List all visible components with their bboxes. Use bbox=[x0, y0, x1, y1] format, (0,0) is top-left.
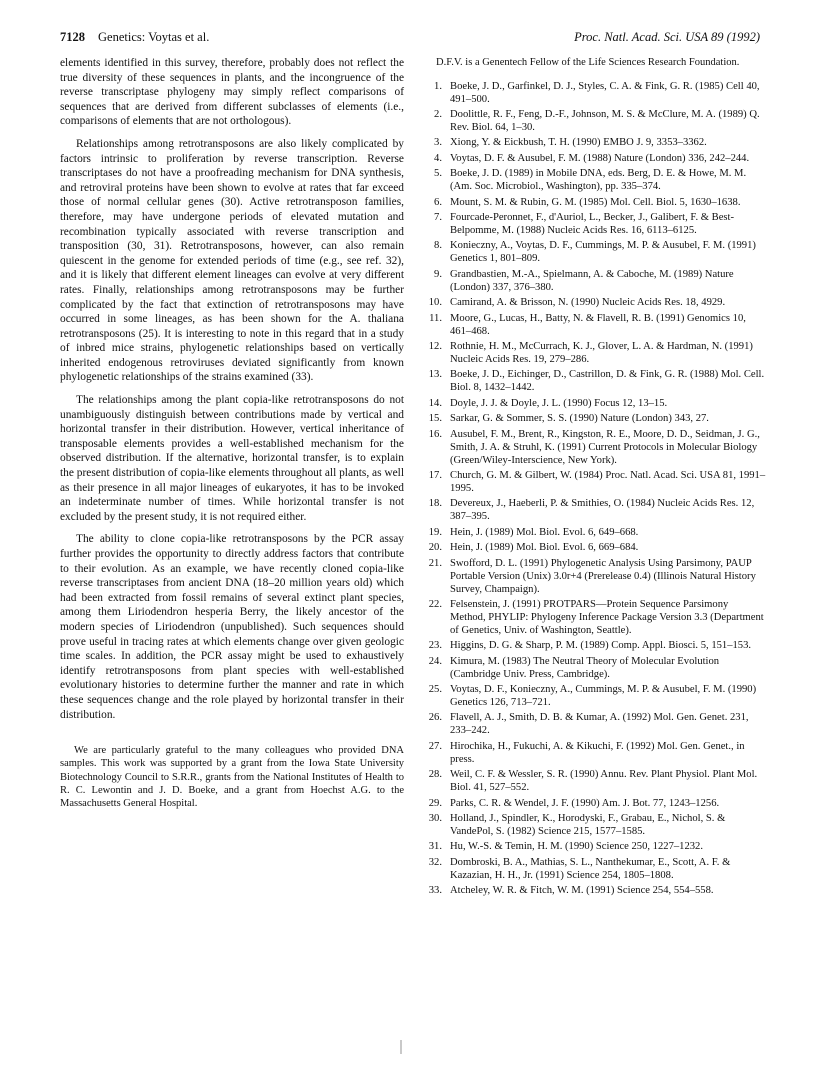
reference-number: 9. bbox=[434, 268, 442, 280]
reference-text: Swofford, D. L. (1991) Phylogenetic Analysis Using Parsimony, PAUP Portable Version (Unix) 3.0r+4 (Prerelease 0.4) (Illinois Natural History Survey, Champaign). bbox=[450, 557, 756, 595]
reference-item bbox=[422, 884, 766, 897]
body-paragraph: The ability to clone copia-like retrotransposons by the PCR assay further provides the opportunity to directly address factors that contribute to their evolution. As an example, we have recently cloned copia-like reverse transcriptases from ancient DNA (18–20 million years old) which had been extracted from fossil remains of several extinct plant species, among them Liriodendron hesperia Berry, the likely ancestor of the modern species of Liriodendron (unpublished). Such sequences should prove useful in tracing rates at which elements change over given geologic time scales. In addition, the PCR assay might be used to exhaustively identify retrotransposons from plant species with well-established evolutionary histories to determine further the manner and rate in which these sequences change and the role played by horizontal transfer in their distribution. bbox=[60, 533, 404, 721]
reference-number: 33. bbox=[428, 885, 442, 897]
reference-item bbox=[422, 683, 766, 709]
reference-number: 14. bbox=[428, 397, 442, 409]
reference-item bbox=[422, 152, 766, 165]
reference-number: 16. bbox=[428, 428, 442, 440]
body-paragraph: Relationships among retrotransposons are also likely complicated by factors intrinsic to proliferation by reverse transcription. Reverse transcriptases do not have a proofreading mechanism for DNA synthesis, and retroviral proteins have been shown to evolve at rates that far exceed those of normal cellular genes (30). Active retrotransposon families, therefore, may have undergone periods of elevated mutation and recombination typically associated with reverse transcription and transposition (30, 31). Retrotransposons, however, can also remain quiescent in the genome for extended periods of time (e.g., see ref. 32), and it is likely that different element lineages can evolve at very different rates. Finally, relationships among retrotransposons may be further complicated by the fact that extinction of retrotransposons may have occurred in some lineages, as has been shown for the A. thaliana retrotransposons (25). It is interesting to note in this regard that in a study of inbred mice strains, phylogenetic relationships based on vertically inherited endogenous retroviruses deviated significantly from known phylogenetic relationships of the strains examined (33). bbox=[60, 137, 404, 384]
reference-text: Doolittle, R. F., Feng, D.-F., Johnson, M. S. & McClure, M. A. (1989) Q. Rev. Biol. 64, 1–30. bbox=[450, 109, 760, 134]
reference-item bbox=[422, 296, 766, 309]
reference-number: 3. bbox=[434, 137, 442, 149]
reference-text: Sarkar, G. & Sommer, S. S. (1990) Nature (London) 343, 27. bbox=[450, 413, 709, 425]
reference-number: 26. bbox=[428, 712, 442, 724]
reference-text: Fourcade-Peronnet, F., d'Auriol, L., Becker, J., Galibert, F. & Best-Belpomme, M. (1988) Nucleic Acids Res. 16, 6113–6125. bbox=[450, 212, 734, 237]
left-column bbox=[60, 56, 404, 821]
reference-item bbox=[422, 412, 766, 425]
acknowledgment: We are particularly grateful to the many colleagues who provided DNA samples. This work was supported by a grant from the Iowa State University Biotechnology Council to S.R.R., grants from the National Institutes of Health to R. C. Lewontin and J. D. Boeke, and a grant from Hoechst A.G. to the Massachusetts General Hospital. bbox=[60, 745, 404, 809]
reference-item bbox=[422, 312, 766, 338]
reference-text: Xiong, Y. & Eickbush, T. H. (1990) EMBO J. 9, 3353–3362. bbox=[450, 137, 707, 149]
reference-item bbox=[422, 340, 766, 366]
reference-number: 32. bbox=[428, 856, 442, 868]
reference-text: Grandbastien, M.-A., Spielmann, A. & Caboche, M. (1989) Nature (London) 337, 376–380. bbox=[450, 268, 734, 293]
reference-number: 13. bbox=[428, 369, 442, 381]
reference-number: 21. bbox=[428, 557, 442, 569]
reference-number: 18. bbox=[428, 498, 442, 510]
reference-text: Hirochika, H., Fukuchi, A. & Kikuchi, F. (1992) Mol. Gen. Genet., in press. bbox=[450, 740, 745, 765]
reference-text: Moore, G., Lucas, H., Batty, N. & Flavell, R. B. (1991) Genomics 10, 461–468. bbox=[450, 312, 746, 337]
reference-item bbox=[422, 239, 766, 265]
reference-item bbox=[422, 196, 766, 209]
reference-text: Higgins, D. G. & Sharp, P. M. (1989) Comp. Appl. Biosci. 5, 151–153. bbox=[450, 640, 752, 652]
reference-text: Boeke, J. D., Garfinkel, D. J., Styles, C. A. & Fink, G. R. (1985) Cell 40, 491–500. bbox=[450, 80, 760, 105]
reference-item bbox=[422, 167, 766, 193]
reference-number: 31. bbox=[428, 841, 442, 853]
reference-item bbox=[422, 397, 766, 410]
reference-text: Doyle, J. J. & Doyle, J. L. (1990) Focus 12, 13–15. bbox=[450, 397, 668, 409]
reference-text: Hein, J. (1989) Mol. Biol. Evol. 6, 669–684. bbox=[450, 542, 639, 554]
reference-text: Boeke, J. D., Eichinger, D., Castrillon, D. & Fink, G. R. (1988) Mol. Cell. Biol. 8, 1432–1442. bbox=[450, 369, 765, 394]
reference-number: 22. bbox=[428, 598, 442, 610]
reference-text: Camirand, A. & Brisson, N. (1990) Nucleic Acids Res. 18, 4929. bbox=[450, 297, 726, 309]
reference-text: Parks, C. R. & Wendel, J. F. (1990) Am. J. Bot. 77, 1243–1256. bbox=[450, 797, 720, 809]
reference-text: Holland, J., Spindler, K., Horodyski, F., Grabau, E., Nichol, S. & VandePol, S. (1982) Science 215, 1577–1585. bbox=[450, 813, 726, 838]
reference-number: 8. bbox=[434, 240, 442, 252]
reference-item bbox=[422, 526, 766, 539]
reference-item bbox=[422, 497, 766, 523]
page-header bbox=[60, 30, 760, 46]
reference-text: Atcheley, W. R. & Fitch, W. M. (1991) Science 254, 554–558. bbox=[450, 885, 714, 897]
reference-number: 30. bbox=[428, 813, 442, 825]
reference-number: 11. bbox=[429, 312, 442, 324]
reference-number: 29. bbox=[428, 797, 442, 809]
reference-number: 10. bbox=[428, 297, 442, 309]
reference-number: 25. bbox=[428, 684, 442, 696]
reference-text: Mount, S. M. & Rubin, G. M. (1985) Mol. Cell. Biol. 5, 1630–1638. bbox=[450, 196, 741, 208]
reference-item bbox=[422, 740, 766, 766]
reference-item bbox=[422, 655, 766, 681]
reference-item bbox=[422, 598, 766, 637]
reference-item bbox=[422, 557, 766, 596]
reference-item bbox=[422, 268, 766, 294]
reference-item bbox=[422, 639, 766, 652]
reference-text: Weil, C. F. & Wessler, S. R. (1990) Annu. Rev. Plant Physiol. Plant Mol. Biol. 41, 527–552. bbox=[450, 769, 758, 794]
reference-number: 28. bbox=[428, 769, 442, 781]
body-paragraph: elements identified in this survey, therefore, probably does not reflect the true diversity of these sequences in plants, and the incongruence of the reverse transcriptase phylogeny may simply reflect comparisons of sequences that are derived from different subclasses of elements (i.e., comparisons of elements that are not orthologous). bbox=[60, 57, 404, 128]
reference-item bbox=[422, 136, 766, 149]
reference-text: Rothnie, H. M., McCurrach, K. J., Glover, L. A. & Hardman, N. (1991) Nucleic Acids Res. 19, 279–286. bbox=[450, 341, 753, 365]
reference-item bbox=[422, 469, 766, 495]
reference-item bbox=[422, 428, 766, 467]
reference-text: Hein, J. (1989) Mol. Biol. Evol. 6, 649–668. bbox=[450, 526, 639, 538]
reference-number: 15. bbox=[428, 413, 442, 425]
reference-text: Felsenstein, J. (1991) PROTPARS—Protein Sequence Parsimony Method, PHYLIP: Phylogeny Inference Package Version 3.3 (Department of Genetics, Univ. of Washington, Seattle). bbox=[450, 598, 764, 636]
reference-number: 24. bbox=[428, 655, 442, 667]
reference-item bbox=[422, 80, 766, 106]
reference-number: 20. bbox=[428, 542, 442, 554]
section-title: Genetics: Voytas et al. bbox=[98, 30, 210, 44]
reference-item bbox=[422, 840, 766, 853]
reference-text: Konieczny, A., Voytas, D. F., Cummings, M. P. & Ausubel, F. M. (1991) Genetics 1, 801–809. bbox=[450, 240, 756, 265]
reference-number: 19. bbox=[428, 526, 442, 538]
reference-text: Voytas, D. F., Konieczny, A., Cummings, M. P. & Ausubel, F. M. (1990) Genetics 126, 713–721. bbox=[450, 684, 757, 709]
reference-item bbox=[422, 108, 766, 134]
reference-item bbox=[422, 368, 766, 394]
reference-item bbox=[422, 711, 766, 737]
reference-text: Hu, W.-S. & Temin, H. M. (1990) Science 250, 1227–1232. bbox=[450, 841, 704, 853]
scan-mark bbox=[400, 1040, 402, 1054]
reference-number: 12. bbox=[428, 341, 442, 352]
journal-citation: Proc. Natl. Acad. Sci. USA 89 (1992) bbox=[574, 30, 760, 44]
reference-number: 27. bbox=[428, 740, 442, 752]
reference-item bbox=[422, 541, 766, 554]
reference-number: 23. bbox=[428, 640, 442, 652]
reference-item bbox=[422, 797, 766, 810]
reference-number: 5. bbox=[434, 168, 442, 180]
reference-text: Boeke, J. D. (1989) in Mobile DNA, eds. Berg, D. E. & Howe, M. M. (Am. Soc. Microbiol., Washington), pp. 335–374. bbox=[450, 168, 747, 193]
reference-number: 1. bbox=[434, 80, 442, 92]
body-paragraph: The relationships among the plant copia-like retrotransposons do not unambiguously distinguish between contributions made by vertical and horizontal transfer in their distribution. However, vertical inheritance of transposable elements provides a well-established mechanism for the observed distribution. If the alternative, horizontal transfer, is to explain the present distribution of copia-like elements throughout all plants, as well as their presence in all major lineages of eukaryotes, it has to be invoked an indeterminate number of times. While horizontal transfer is not excluded by the present study, it is not required either. bbox=[60, 394, 404, 523]
reference-item bbox=[422, 812, 766, 838]
reference-item bbox=[422, 768, 766, 794]
reference-list bbox=[422, 80, 766, 898]
right-column bbox=[422, 56, 766, 900]
page-number: 7128 bbox=[60, 30, 85, 44]
reference-text: Flavell, A. J., Smith, D. B. & Kumar, A. (1992) Mol. Gen. Genet. 231, 233–242. bbox=[450, 712, 749, 737]
reference-number: 6. bbox=[434, 196, 442, 208]
fellow-note: D.F.V. is a Genentech Fellow of the Life Sciences Research Foundation. bbox=[436, 57, 740, 68]
reference-item bbox=[422, 211, 766, 237]
reference-text: Devereux, J., Haeberli, P. & Smithies, O. (1984) Nucleic Acids Res. 12, 387–395. bbox=[450, 498, 755, 523]
reference-text: Church, G. M. & Gilbert, W. (1984) Proc. Natl. Acad. Sci. USA 81, 1991–1995. bbox=[450, 469, 766, 494]
reference-text: Voytas, D. F. & Ausubel, F. M. (1988) Nature (London) 336, 242–244. bbox=[450, 152, 750, 164]
reference-number: 17. bbox=[428, 469, 442, 481]
reference-item bbox=[422, 856, 766, 882]
reference-text: Ausubel, F. M., Brent, R., Kingston, R. E., Moore, D. D., Seidman, J. G., Smith, J. A. & Struhl, K. (1991) Current Protocols in Molecular Biology (Green/Wiley-Interscience, New York). bbox=[450, 428, 760, 466]
reference-text: Kimura, M. (1983) The Neutral Theory of Molecular Evolution (Cambridge Univ. Press, Cambridge). bbox=[450, 655, 720, 680]
reference-number: 4. bbox=[434, 152, 442, 164]
reference-text: Dombroski, B. A., Mathias, S. L., Nanthekumar, E., Scott, A. F. & Kazazian, H. H., Jr. (1991) Science 254, 1805–1808. bbox=[450, 856, 731, 881]
reference-number: 7. bbox=[434, 212, 442, 224]
reference-number: 2. bbox=[434, 109, 442, 121]
